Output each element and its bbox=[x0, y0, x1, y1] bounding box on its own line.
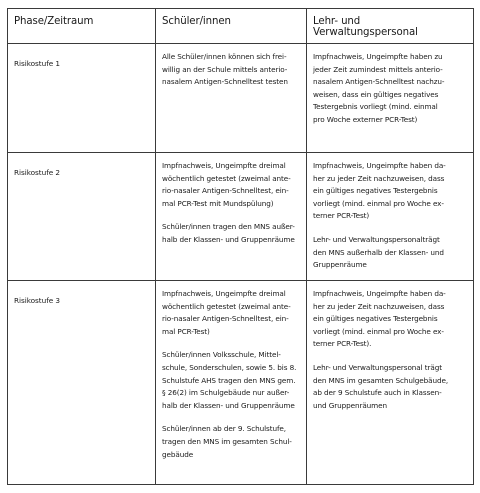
staff-rule-text: Impfnachweis, Ungeimpfte haben da- her zu jeder Zeit nachzuweisen, dass ein gültiges negatives Testergebnis vorliegt (mind. einmal pro Woche ex- terner PCR-Test). bbox=[313, 289, 446, 349]
table-row-risk-2 bbox=[8, 153, 474, 281]
staff-rule-text: Lehr- und Verwaltungspersonalträgt den MNS außerhalb der Klassen- und Gruppenräume bbox=[313, 234, 444, 270]
risk-level-label: Risikostufe 1 bbox=[14, 59, 61, 68]
staff-cell bbox=[307, 153, 474, 281]
students-rule-text: Alle Schüler/innen können sich frei- willig an der Schule mittels anterio- nasalem Antigen-Schnelltest testen bbox=[162, 52, 288, 87]
staff-cell bbox=[307, 281, 474, 485]
students-rule-text: Impfnachweis, Ungeimpfte dreimal wöchentlich getestet (zweimal ante- rio-nasaler Antigen-Schnelltest, ein- mal PCR-Test mit Mundspülung) bbox=[162, 161, 291, 208]
risk-level-label: Risikostufe 3 bbox=[14, 296, 61, 305]
staff-rule-text: Impfnachweis, Ungeimpfte haben da- her zu jeder Zeit nachzuweisen, dass ein gültiges negatives Testergebnis vorliegt (mind. einmal pro Woche ex- terner PCR-Test) bbox=[313, 161, 446, 221]
students-cell bbox=[156, 153, 307, 281]
staff-cell bbox=[307, 44, 474, 153]
table-row-risk-1 bbox=[8, 44, 474, 153]
students-rule-text: Schüler/innen tragen den MNS außer- halb der Klassen- und Gruppenräume bbox=[162, 222, 295, 244]
table-row-risk-3 bbox=[8, 281, 474, 485]
students-rule-text: Schüler/innen ab der 9. Schulstufe, tragen den MNS im gesamten Schul- gebäude bbox=[162, 424, 292, 459]
header-phase: Phase/Zeitraum bbox=[8, 9, 156, 44]
students-cell bbox=[156, 44, 307, 153]
students-cell bbox=[156, 281, 307, 485]
students-rule-text: Schüler/innen Volksschule, Mittel- schule, Sonderschulen, sowie 5. bis 8. Schulstufe AHS tragen den MNS gem. § 26(2) im Schulgebäude nur außer- halb der Klassen- und Gruppenräume bbox=[162, 350, 297, 410]
risk-level-label: Risikostufe 2 bbox=[14, 168, 61, 177]
header-staff: Lehr- und Verwaltungspersonal bbox=[307, 9, 474, 44]
staff-rule-text: Lehr- und Verwaltungspersonal trägt den MNS im gesamten Schulgebäude, ab der 9 Schulstufe auch in Klassen- und Gruppenräumen bbox=[313, 362, 449, 410]
risk-level-label-cell bbox=[8, 44, 156, 153]
risk-level-table bbox=[7, 8, 474, 485]
students-rule-text: Impfnachweis, Ungeimpfte dreimal wöchentlich getestet (zweimal ante- rio-nasaler Antigen-Schnelltest, ein- mal PCR-Test) bbox=[162, 289, 291, 336]
table-header-row bbox=[8, 9, 474, 44]
staff-rule-text: Impfnachweis, Ungeimpfte haben zu jeder Zeit zumindest mittels anterio- nasalem Antigen-Schnelltest nachzu- weisen, dass ein gültiges negatives Testergebnis vorliegt (mind. einmal pro Woche externer PCR-Test) bbox=[313, 52, 445, 124]
risk-level-label-cell bbox=[8, 153, 156, 281]
header-students: Schüler/innen bbox=[156, 9, 307, 44]
risk-level-label-cell bbox=[8, 281, 156, 485]
